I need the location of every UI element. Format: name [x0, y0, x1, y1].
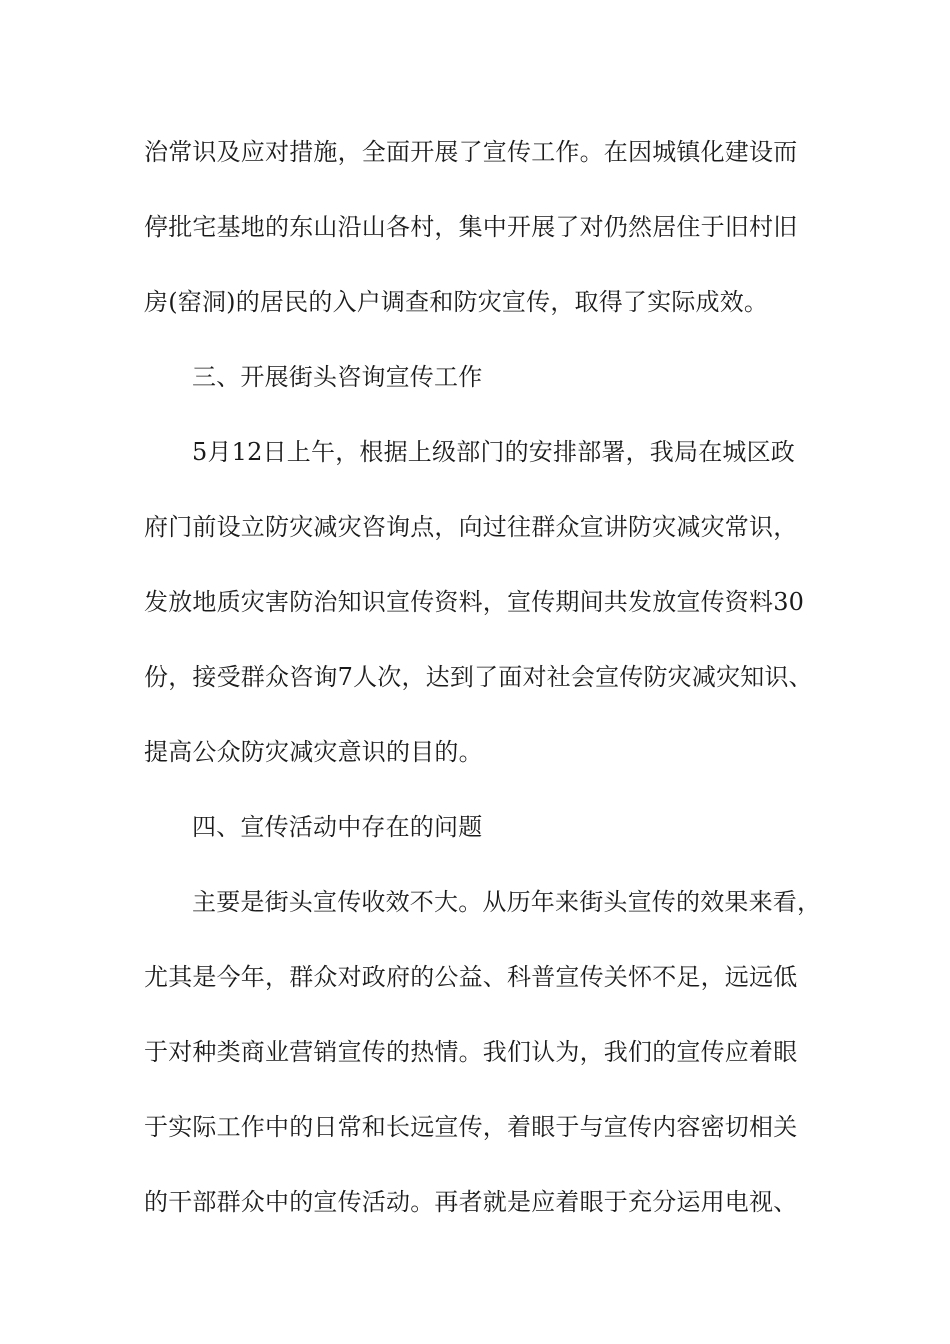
paragraph-line-14: 于实际工作中的日常和长远宣传，着眼于与宣传内容密切相关: [144, 1113, 798, 1141]
paragraph-line-7: 发放地质灾害防治知识宣传资料，宣传期间共发放宣传资料30: [144, 588, 805, 616]
paragraph-line-11: 主要是街头宣传收效不大。从历年来街头宣传的效果来看，: [192, 888, 822, 916]
section-heading-3: 三、开展街头咨询宣传工作: [192, 363, 483, 391]
section-heading-4: 四、宣传活动中存在的问题: [192, 813, 483, 841]
paragraph-line-12: 尤其是今年，群众对政府的公益、科普宣传关怀不足，远远低: [144, 963, 798, 991]
paragraph-line-3: 房(窑洞)的居民的入户调查和防灾宣传，取得了实际成效。: [144, 288, 769, 316]
paragraph-line-5: 5月12日上午，根据上级部门的安排部署，我局在城区政: [192, 438, 796, 466]
paragraph-line-6: 府门前设立防灾减灾咨询点，向过往群众宣讲防灾减灾常识，: [144, 513, 798, 541]
paragraph-line-2: 停批宅基地的东山沿山各村，集中开展了对仍然居住于旧村旧: [144, 213, 798, 241]
paragraph-line-9: 提高公众防灾减灾意识的目的。: [144, 738, 483, 766]
paragraph-line-8: 份，接受群众咨询7人次，达到了面对社会宣传防灾减灾知识、: [144, 663, 813, 691]
paragraph-line-1: 治常识及应对措施，全面开展了宣传工作。在因城镇化建设而: [144, 138, 798, 166]
paragraph-line-13: 于对种类商业营销宣传的热情。我们认为，我们的宣传应着眼: [144, 1038, 798, 1066]
paragraph-line-15: 的干部群众中的宣传活动。再者就是应着眼于充分运用电视、: [144, 1188, 798, 1216]
